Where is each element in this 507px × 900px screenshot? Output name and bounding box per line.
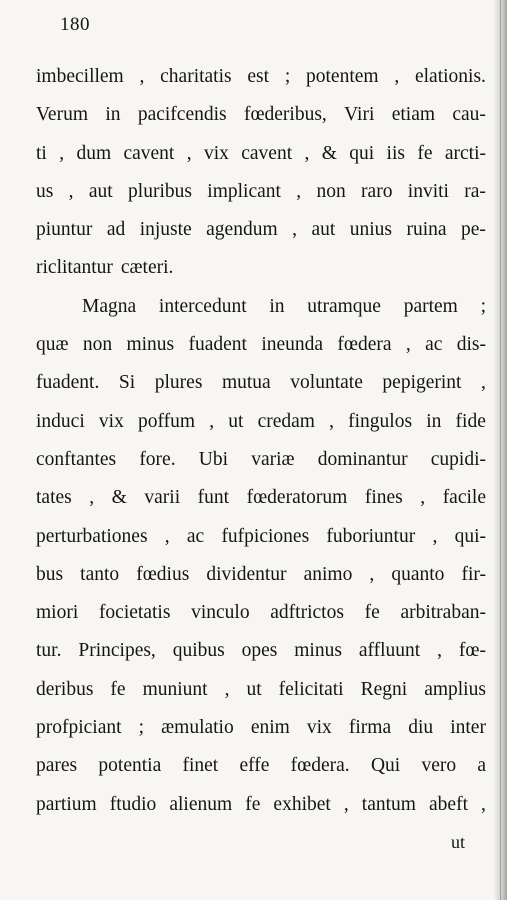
word: , (164, 525, 170, 547)
word: ut (246, 678, 262, 700)
word: quibus (172, 640, 225, 662)
text-line (36, 249, 486, 287)
word: animo (303, 563, 353, 585)
word: Principes, (78, 640, 156, 662)
word: funt (197, 487, 230, 509)
word: , (59, 142, 65, 164)
word: ac (186, 525, 205, 547)
word: ti (36, 142, 47, 164)
word: perturbationes (36, 525, 148, 547)
word: cæteri. (120, 257, 174, 279)
word: agendum (206, 219, 278, 241)
word: , (420, 487, 426, 509)
word: , (68, 180, 74, 202)
word: elationis. (414, 66, 486, 87)
word: fir- (461, 563, 486, 585)
text-line (36, 58, 486, 96)
word: ruina (406, 219, 447, 241)
word: tanto (80, 563, 120, 585)
word: in (105, 104, 121, 126)
word: ; (138, 717, 145, 739)
word: tur. (36, 640, 62, 662)
word: cavent (123, 142, 175, 164)
text-line (36, 632, 486, 670)
word: fuadent (188, 334, 247, 356)
word: exhibet (273, 793, 331, 815)
word: Si (118, 372, 136, 394)
word: fide (455, 410, 486, 432)
word: cau- (452, 104, 486, 126)
word: pares (36, 755, 78, 777)
text-line (36, 556, 486, 594)
word: piuntur (36, 219, 93, 241)
word: fines (364, 487, 403, 509)
word: opes (241, 640, 278, 662)
word: etiam (391, 104, 436, 126)
word: pluribus (128, 180, 192, 202)
word: potentem (306, 66, 379, 87)
text-line (36, 326, 486, 364)
word: Verum (36, 104, 88, 126)
word: facile (442, 487, 486, 509)
word: , (296, 180, 302, 202)
word: tates (36, 487, 72, 509)
word: fe (245, 793, 261, 815)
word: miori (36, 602, 79, 624)
word: affluunt (358, 640, 421, 662)
word: us (36, 180, 54, 202)
word: fœ- (458, 640, 486, 662)
word: ra- (464, 180, 486, 202)
word: non (82, 334, 113, 356)
word: , (139, 66, 145, 87)
text-line (36, 709, 486, 747)
word: , (89, 487, 95, 509)
word: variæ (251, 448, 295, 470)
word: intercedunt (158, 295, 247, 317)
word: induci (36, 410, 85, 432)
text-line (36, 173, 486, 211)
word: imbecillem (36, 66, 124, 87)
word: finet (182, 755, 219, 777)
word: felicitati (278, 678, 344, 700)
word: , (304, 142, 310, 164)
word: ineunda (261, 334, 324, 356)
word: Regni (360, 678, 408, 700)
word: fe (110, 678, 126, 700)
word: aut (311, 219, 336, 241)
word: raro (361, 180, 393, 202)
word: fufpiciones (221, 525, 310, 547)
word: qui (349, 142, 375, 164)
word: alienum (169, 793, 233, 815)
text-line (36, 135, 486, 173)
word: ac (425, 334, 443, 356)
word: , (343, 793, 349, 815)
word: qui- (454, 525, 486, 547)
word: fingulos (348, 410, 413, 432)
word: , (224, 678, 230, 700)
word: vix (98, 410, 124, 432)
word: Ubi (198, 448, 229, 470)
word: fe (364, 602, 380, 624)
word: & (321, 142, 337, 164)
word: ftudio (109, 793, 157, 815)
word: Viri (344, 104, 375, 126)
word: fuboriuntur (326, 525, 416, 547)
text-line (36, 518, 486, 556)
word: inter (450, 717, 486, 739)
word: bus (36, 563, 64, 585)
word: diu (408, 717, 434, 739)
word: , (369, 563, 375, 585)
text-line (36, 786, 486, 824)
word: fœdera (337, 334, 392, 356)
word: ; (480, 295, 486, 317)
word: , (186, 142, 192, 164)
word: fuadent. (36, 372, 100, 394)
word: ad (106, 219, 126, 241)
text-line (36, 364, 486, 402)
word: in (426, 410, 442, 432)
word: unius (349, 219, 393, 241)
word: dominantur (317, 448, 408, 470)
text-line (36, 288, 486, 326)
word: ut (228, 410, 244, 432)
page-number: 180 (60, 14, 90, 35)
word: , (292, 219, 297, 241)
word: cupidi- (430, 448, 486, 470)
word: implicant (207, 180, 281, 202)
word: riclitantur (36, 257, 113, 279)
text-line (36, 96, 486, 134)
word: fœderatorum (246, 487, 348, 509)
word: charitatis (160, 66, 232, 87)
text-line (36, 479, 486, 517)
word: credam (257, 410, 315, 432)
word: non (316, 180, 346, 202)
word: partium (36, 793, 97, 815)
word: , (394, 66, 400, 87)
word: & (111, 487, 127, 509)
word: adftrictos (270, 602, 344, 624)
word: minus (126, 334, 175, 356)
text-line (36, 594, 486, 632)
word: fore. (139, 448, 176, 470)
text-line (36, 671, 486, 709)
word: a (477, 755, 486, 777)
word: vix (306, 717, 332, 739)
word: fœdera. (290, 755, 350, 777)
text-line (36, 211, 486, 249)
word: cavent (241, 142, 293, 164)
word: potentia (98, 755, 162, 777)
word: vero (421, 755, 457, 777)
text-line (36, 441, 486, 479)
body-text (36, 58, 486, 824)
word: amplius (424, 678, 486, 700)
word: deribus (36, 678, 94, 700)
word: injuste (139, 219, 192, 241)
word: varii (144, 487, 181, 509)
word: est (247, 66, 270, 87)
word: abeft (429, 793, 468, 815)
word: voluntate (290, 372, 363, 394)
word: profpiciant (36, 717, 122, 739)
word: , (481, 372, 486, 394)
word: vix (203, 142, 229, 164)
word: firma (348, 717, 392, 739)
word: ; (284, 66, 291, 87)
word: quanto (391, 563, 445, 585)
catchword: ut (451, 832, 466, 852)
word: partem (403, 295, 458, 317)
text-line (36, 403, 486, 441)
word: inviti (407, 180, 449, 202)
word: Magna (82, 295, 137, 317)
word: enim (250, 717, 290, 739)
word: , (481, 793, 486, 815)
word: tantum (361, 793, 416, 815)
word: , (405, 334, 411, 356)
word: aut (88, 180, 113, 202)
word: quæ (36, 334, 69, 356)
word: minus (294, 640, 342, 662)
word: fe (417, 142, 433, 164)
page-edge (500, 0, 501, 900)
word: iis (386, 142, 405, 164)
word: pepigerint (382, 372, 462, 394)
word: utramque (307, 295, 381, 317)
word: , (329, 410, 334, 432)
word: arbitraban- (400, 602, 486, 624)
word: in (269, 295, 285, 317)
word: muniunt (142, 678, 208, 700)
word: arcti- (444, 142, 486, 164)
word: poffum (137, 410, 196, 432)
word: pacifcendis (137, 104, 227, 126)
word: , (209, 410, 215, 432)
word: pe- (461, 219, 486, 241)
word: plures (154, 372, 203, 394)
word: focietatis (98, 602, 171, 624)
text-line (36, 747, 486, 785)
word: æmulatio (161, 717, 234, 739)
word: dis- (456, 334, 486, 356)
word: vinculo (191, 602, 250, 624)
word: conftantes (36, 448, 117, 470)
word: , (432, 525, 438, 547)
word: Qui (370, 755, 401, 777)
word: fœderibus, (243, 104, 327, 126)
word: mutua (221, 372, 271, 394)
word: fœdius (136, 563, 190, 585)
word: , (437, 640, 442, 662)
word: effe (239, 755, 270, 777)
word: dividentur (206, 563, 287, 585)
word: dum (76, 142, 112, 164)
